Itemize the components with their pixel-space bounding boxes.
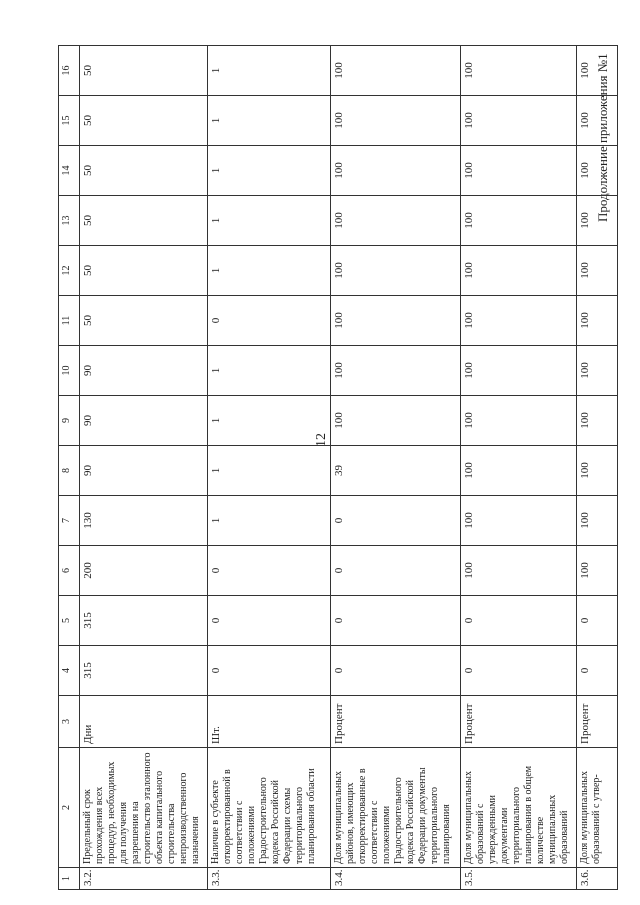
col-header: 4 bbox=[59, 646, 80, 696]
table-cell: 100 bbox=[461, 496, 577, 546]
table-cell: 0 bbox=[461, 596, 577, 646]
table-cell: 90 bbox=[80, 396, 208, 446]
table-cell: 100 bbox=[577, 446, 618, 496]
table-cell: 3.4. bbox=[330, 868, 461, 890]
table-cell: 100 bbox=[461, 46, 577, 96]
col-header: 12 bbox=[59, 246, 80, 296]
table-cell: 100 bbox=[330, 196, 461, 246]
col-header: 6 bbox=[59, 546, 80, 596]
table-cell: 0 bbox=[207, 296, 330, 346]
table-cell: 100 bbox=[330, 96, 461, 146]
table-cell: 100 bbox=[461, 146, 577, 196]
table-cell: 0 bbox=[207, 546, 330, 596]
table-cell: 3.6. bbox=[577, 868, 618, 890]
table-row bbox=[80, 46, 208, 890]
table-cell: 100 bbox=[577, 96, 618, 146]
table-cell: 90 bbox=[80, 446, 208, 496]
table-cell: 100 bbox=[577, 496, 618, 546]
table-cell: 315 bbox=[80, 596, 208, 646]
appendix-text: Продолжение приложения №1 bbox=[595, 53, 610, 222]
table-cell: 0 bbox=[461, 646, 577, 696]
table-cell: 0 bbox=[330, 546, 461, 596]
table-cell: 1 bbox=[207, 496, 330, 546]
table-cell: Процент bbox=[577, 696, 618, 748]
table-cell: 100 bbox=[330, 46, 461, 96]
table-cell: 50 bbox=[80, 196, 208, 246]
table-cell: 100 bbox=[461, 96, 577, 146]
table-row bbox=[461, 46, 577, 890]
col-header: 7 bbox=[59, 496, 80, 546]
col-header: 13 bbox=[59, 196, 80, 246]
table-cell: 3.5. bbox=[461, 868, 577, 890]
table-cell: 1 bbox=[207, 346, 330, 396]
table-cell: 130 bbox=[80, 496, 208, 546]
col-header: 2 bbox=[59, 748, 80, 868]
table-cell: 1 bbox=[207, 96, 330, 146]
table-row bbox=[577, 46, 618, 890]
table-cell: 100 bbox=[461, 246, 577, 296]
table-cell: 0 bbox=[207, 646, 330, 696]
table-cell: 50 bbox=[80, 296, 208, 346]
header-row bbox=[59, 46, 80, 890]
table-cell: 100 bbox=[577, 296, 618, 346]
table-cell: 1 bbox=[207, 146, 330, 196]
table-cell: 0 bbox=[577, 596, 618, 646]
table-cell: 100 bbox=[330, 296, 461, 346]
table-cell: 100 bbox=[330, 246, 461, 296]
table-cell: 100 bbox=[577, 146, 618, 196]
rotated-table-container bbox=[58, 45, 618, 890]
table-cell: 100 bbox=[461, 296, 577, 346]
table-cell: 100 bbox=[577, 46, 618, 96]
table-cell: 100 bbox=[330, 346, 461, 396]
table-cell: 100 bbox=[577, 396, 618, 446]
table-cell: 100 bbox=[577, 346, 618, 396]
table-cell: Процент bbox=[330, 696, 461, 748]
table-cell: Шт. bbox=[207, 696, 330, 748]
table-cell: 0 bbox=[577, 646, 618, 696]
table-cell: Процент bbox=[461, 696, 577, 748]
table-cell: 200 bbox=[80, 546, 208, 596]
table-cell: 1 bbox=[207, 446, 330, 496]
col-header: 11 bbox=[59, 296, 80, 346]
table-cell: 50 bbox=[80, 46, 208, 96]
table-cell: 50 bbox=[80, 96, 208, 146]
table-cell: 39 bbox=[330, 446, 461, 496]
table-cell: 50 bbox=[80, 246, 208, 296]
col-header: 1 bbox=[59, 868, 80, 890]
table-cell: 100 bbox=[330, 396, 461, 446]
col-header: 3 bbox=[59, 696, 80, 748]
table-cell: Дни bbox=[80, 696, 208, 748]
table-cell: 3.3. bbox=[207, 868, 330, 890]
table-cell: 100 bbox=[330, 146, 461, 196]
table-cell: 1 bbox=[207, 196, 330, 246]
col-header: 5 bbox=[59, 596, 80, 646]
col-header: 14 bbox=[59, 146, 80, 196]
col-header: 16 bbox=[59, 46, 80, 96]
table-cell: 100 bbox=[577, 546, 618, 596]
table-cell: 0 bbox=[207, 596, 330, 646]
table-cell: 3.2. bbox=[80, 868, 208, 890]
col-header: 8 bbox=[59, 446, 80, 496]
table-cell: Доля муниципальных районов, имеющих откорректированные в соответствии с положениями Градостроительного кодекса Российской Федерации документы территориального планирования bbox=[330, 748, 461, 868]
table-cell: 50 bbox=[80, 146, 208, 196]
table-cell: 315 bbox=[80, 646, 208, 696]
col-header: 15 bbox=[59, 96, 80, 146]
table-cell: 100 bbox=[461, 446, 577, 496]
table-row bbox=[207, 46, 330, 890]
table-cell: 100 bbox=[461, 396, 577, 446]
table-cell: Доля муниципальных образований с утвержденными документами территориального планирования в общем количестве муниципальных образований bbox=[461, 748, 577, 868]
page-number: 12 bbox=[314, 433, 329, 447]
table-cell: 100 bbox=[461, 546, 577, 596]
table-cell: 1 bbox=[207, 396, 330, 446]
table-cell: 100 bbox=[577, 196, 618, 246]
col-header: 10 bbox=[59, 346, 80, 396]
table-cell: 0 bbox=[330, 496, 461, 546]
table-cell: 1 bbox=[207, 46, 330, 96]
table-cell: 100 bbox=[461, 196, 577, 246]
table-cell: 100 bbox=[461, 346, 577, 396]
table-cell: Наличие в субъекте откорректированной в соответствии с положениями Градостроительного кодекса Российской Федерации схемы территориального планирования области bbox=[207, 748, 330, 868]
table-row bbox=[330, 46, 461, 890]
col-header: 9 bbox=[59, 396, 80, 446]
table-cell: Доля муниципальных образований с утвер- bbox=[577, 748, 618, 868]
table-cell: 90 bbox=[80, 346, 208, 396]
table-cell: 0 bbox=[330, 596, 461, 646]
table-cell: 1 bbox=[207, 246, 330, 296]
table-cell: 0 bbox=[330, 646, 461, 696]
table-cell: 100 bbox=[577, 246, 618, 296]
data-table bbox=[58, 45, 618, 890]
table-cell: Предельный срок прохождения всех процедур, необходимых для получения разрешения на строительство эталонного объекта капитального строительства непроизводственного назначения bbox=[80, 748, 208, 868]
